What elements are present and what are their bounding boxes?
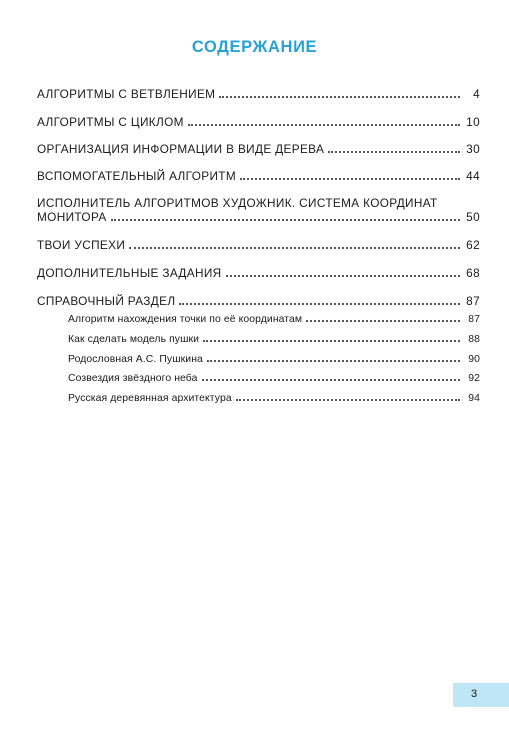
toc-subentry-page: 94 bbox=[468, 393, 480, 404]
toc-entry[interactable] bbox=[37, 210, 480, 224]
toc-subentry-label: Как сделать модель пушки bbox=[68, 334, 200, 345]
dot-leader bbox=[188, 124, 460, 126]
dot-leader bbox=[129, 247, 460, 249]
toc-entry-page: 62 bbox=[466, 238, 480, 252]
toc-subentry-page: 88 bbox=[468, 334, 480, 345]
toc-entry-label: АЛГОРИТМЫ С ЦИКЛОМ bbox=[37, 115, 184, 129]
dot-leader bbox=[202, 379, 461, 381]
dot-leader bbox=[328, 151, 460, 153]
toc-subentry[interactable] bbox=[68, 393, 480, 404]
toc-subentry-page: 87 bbox=[468, 314, 480, 325]
toc-entry-page: 10 bbox=[466, 115, 480, 129]
toc-entry-page: 68 bbox=[466, 266, 480, 280]
toc-entry[interactable] bbox=[37, 142, 480, 156]
toc-entry-label: ТВОИ УСПЕХИ bbox=[37, 238, 126, 252]
dot-leader bbox=[219, 96, 460, 98]
toc-entry[interactable] bbox=[37, 115, 480, 129]
toc-entry[interactable] bbox=[37, 238, 480, 252]
toc-entry[interactable] bbox=[37, 266, 480, 280]
toc-subentry-label: Созвездия звёздного неба bbox=[68, 373, 198, 384]
toc-entry-label-line1[interactable]: ИСПОЛНИТЕЛЬ АЛГОРИТМОВ ХУДОЖНИК. СИСТЕМА КООРДИНАТ bbox=[37, 196, 438, 210]
toc-subentry-label: Родословная А.С. Пушкина bbox=[68, 354, 203, 365]
toc-entry-page: 30 bbox=[466, 142, 480, 156]
toc-entry-label: ДОПОЛНИТЕЛЬНЫЕ ЗАДАНИЯ bbox=[37, 266, 222, 280]
toc-entry-label: СПРАВОЧНЫЙ РАЗДЕЛ bbox=[37, 294, 176, 308]
toc-entry[interactable] bbox=[37, 294, 480, 308]
page-number: 3 bbox=[470, 688, 478, 700]
page-number-box bbox=[453, 683, 509, 707]
toc-entry[interactable] bbox=[37, 169, 480, 183]
dot-leader bbox=[306, 320, 460, 322]
toc-entry[interactable] bbox=[37, 87, 480, 101]
dot-leader bbox=[207, 360, 460, 362]
toc-entry-page: 44 bbox=[466, 169, 480, 183]
dot-leader bbox=[226, 275, 460, 277]
toc-subentry-label: Алгоритм нахождения точки по её координатам bbox=[68, 314, 303, 325]
dot-leader bbox=[179, 303, 460, 305]
dot-leader bbox=[203, 340, 460, 342]
toc-entry-label: ОРГАНИЗАЦИЯ ИНФОРМАЦИИ В ВИДЕ ДЕРЕВА bbox=[37, 142, 325, 156]
dot-leader bbox=[236, 399, 460, 401]
toc-subentry-page: 92 bbox=[468, 373, 480, 384]
page-title: СОДЕРЖАНИЕ bbox=[191, 38, 318, 56]
dot-leader bbox=[111, 219, 460, 221]
dot-leader bbox=[240, 178, 460, 180]
toc-subentry[interactable] bbox=[68, 373, 480, 384]
toc-subentry-page: 90 bbox=[468, 354, 480, 365]
toc-entry-label: АЛГОРИТМЫ С ВЕТВЛЕНИЕМ bbox=[37, 87, 216, 101]
toc-entry-page: 4 bbox=[473, 87, 480, 101]
toc-entry-page: 50 bbox=[466, 210, 480, 224]
toc-entry-page: 87 bbox=[466, 294, 480, 308]
toc-subentry-label: Русская деревянная архитектура bbox=[68, 393, 232, 404]
toc-subentry[interactable] bbox=[68, 354, 480, 365]
toc-entry-label: ВСПОМОГАТЕЛЬНЫЙ АЛГОРИТМ bbox=[37, 169, 237, 183]
toc-entry-label: МОНИТОРА bbox=[37, 210, 107, 224]
toc-subentry[interactable] bbox=[68, 314, 480, 325]
toc-subentry[interactable] bbox=[68, 334, 480, 345]
